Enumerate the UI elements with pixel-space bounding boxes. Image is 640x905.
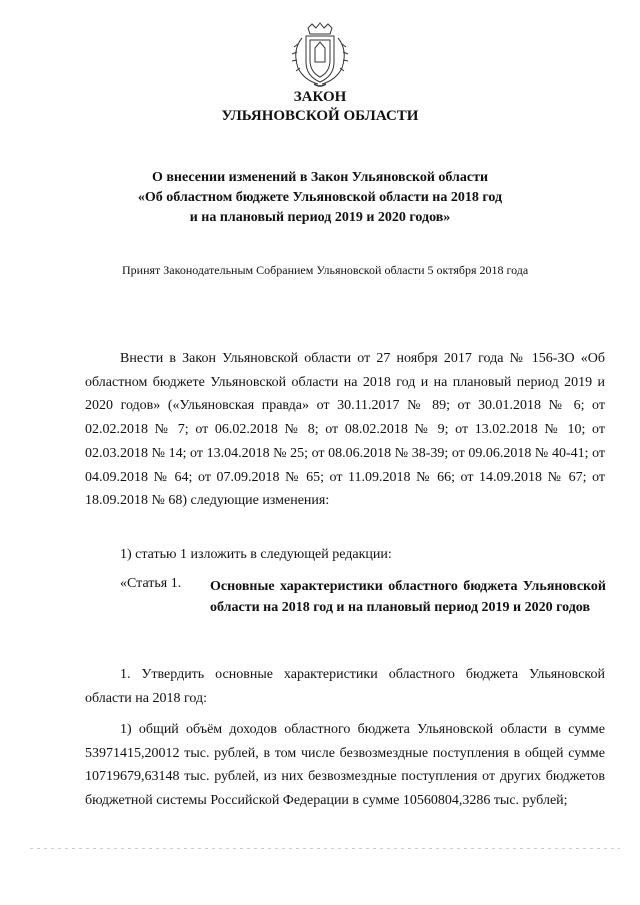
item-1-text: 1) статью 1 изложить в следующей редакции:: [120, 547, 392, 562]
subtitle-line-1: О внесении изменений в Закон Ульяновской области: [151, 170, 489, 185]
region-heading: УЛЬЯНОВСКОЙ ОБЛАСТИ: [221, 108, 419, 124]
document-type-heading: ЗАКОН: [293, 89, 347, 105]
article-label: «Статья 1.: [120, 576, 182, 591]
article-title: Основные характеристики областного бюджета Ульяновской области на 2018 год и на плановый период 2019 и 2020 годов: [210, 579, 606, 615]
scan-artifact-line: [30, 848, 620, 849]
adoption-note: Принят Законодательным Собранием Ульяновской области 5 октября 2018 года: [122, 263, 529, 277]
subtitle-line-2: «Об областном бюджете Ульяновской области на 2018 год: [137, 190, 503, 205]
law-subtitle: [0, 168, 640, 228]
intro-paragraph: Внести в Закон Ульяновской области от 27 ноября 2017 года № 156-ЗО «Об областном бюджете Ульяновской области на 2018 год и на плановый период 2019 и 2020 годов» («Ульяновская правда» от 30.11.2017 № 89; от 30.01.2018 № 6; от 02.02.2018 № 7; от 06.02.2018 № 8; от 08.02.2018 № 9; от 13.02.2018 № 10; от 02.03.2018 № 14; от 13.04.2018 № 25; от 08.06.2018 № 38-39; от 09.06.2018 № 40-41; от 04.09.2018 № 64; от 07.09.2018 № 65; от 11.09.2018 № 66; от 14.09.2018 № 67; от 18.09.2018 № 68) следующие изменения:: [85, 351, 605, 509]
subtitle-line-3: и на плановый период 2019 и 2020 годов»: [189, 210, 451, 225]
point-1-paragraph: 1. Утвердить основные характеристики областного бюджета Ульяновской области на 2018 год:: [85, 667, 605, 706]
subpoint-1-paragraph: 1) общий объём доходов областного бюджета Ульяновской области в сумме 53971415,20012 тыс. рублей, в том числе безвозмездные поступления в общей сумме 10719679,63148 тыс. рублей, из них безвозмездные поступления от других бюджетов бюджетной системы Российской Федерации в сумме 10560804,3286 тыс. рублей;: [85, 722, 605, 809]
coat-of-arms-emblem: [288, 22, 352, 88]
